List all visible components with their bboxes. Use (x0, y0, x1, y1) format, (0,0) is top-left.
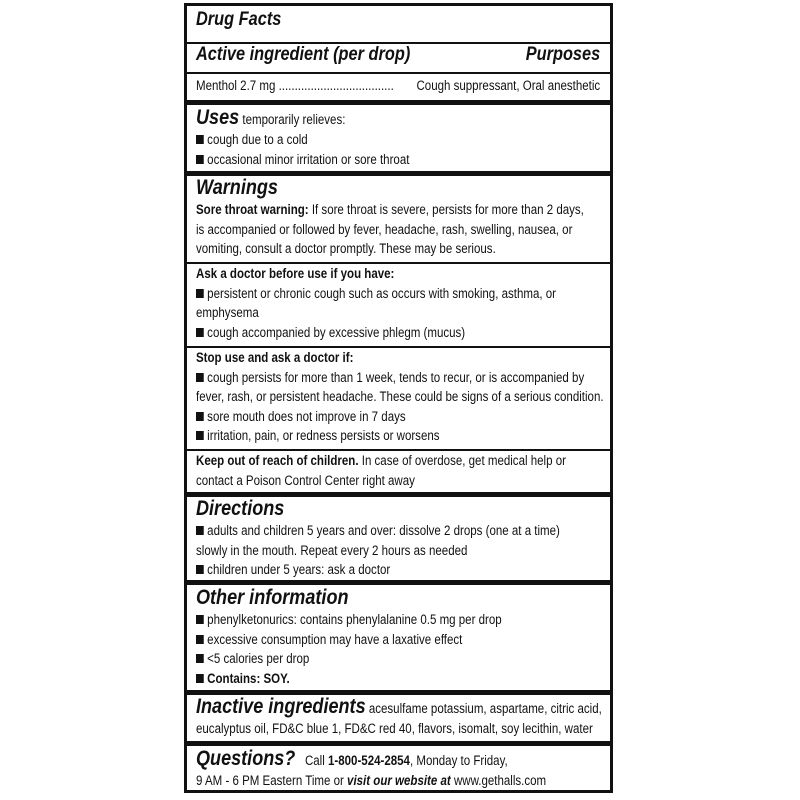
website-link[interactable]: www.gethalls.com (453, 773, 547, 788)
active-ingredient-row (196, 76, 600, 96)
drug-facts-panel (184, 3, 613, 793)
directions-heading: Directions (196, 497, 285, 520)
bullet-square-icon (196, 155, 204, 164)
list-item: sore mouth does not improve in 7 days (196, 407, 600, 427)
inactive-ingredients-section: Inactive ingredients acesulfame potassium, aspartame, citric acid, eucalyptus oil, FD&C blue 1, FD&C red 40, flavors, isomalt, soy lecithin, water (196, 695, 602, 736)
keep-out-section: Keep out of reach of children. In case of overdose, get medical help or contact a Poison Control Center right away (196, 453, 566, 488)
bullet-square-icon (196, 135, 204, 144)
keep-out-label: Keep out of reach of children. (196, 453, 359, 468)
stop-use-section: Stop use and ask a doctor if: cough persists for more than 1 week, tends to recur, or is accompanied by fever, rash, or persistent headache. These could be signs of a serious condition. sore mouth does not improve in 7 days irritation, pain, or redness persists or worsens (196, 348, 600, 446)
list-item: excessive consumption may have a laxative effect (196, 630, 600, 650)
ask-doctor-section: Ask a doctor before use if you have: persistent or chronic cough such as occurs with smoking, asthma, or emphysema cough accompanied by excessive phlegm (mucus) (196, 264, 600, 342)
uses-intro: temporarily relieves: (242, 112, 346, 127)
list-item: children under 5 years: ask a doctor (196, 560, 600, 580)
bullet-square-icon (196, 328, 204, 337)
ingredient-name: Menthol 2.7 mg (196, 78, 276, 93)
bullet-square-icon (196, 373, 204, 382)
bullet-square-icon (196, 431, 204, 440)
uses-heading: Uses (196, 106, 240, 129)
purposes-heading: Purposes (525, 44, 601, 65)
sore-throat-warning-label: Sore throat warning: (196, 202, 309, 217)
list-item: persistent or chronic cough such as occurs with smoking, asthma, or (196, 284, 600, 304)
phone-number: 1-800-524-2854 (328, 753, 410, 768)
uses-section (196, 106, 600, 169)
list-item: adults and children 5 years and over: dissolve 2 drops (one at a time) (196, 521, 600, 541)
list-item: irritation, pain, or redness persists or worsens (196, 426, 600, 446)
other-information-section (196, 586, 600, 688)
list-item: occasional minor irritation or sore throat (196, 150, 600, 170)
warnings-section: Warnings Sore throat warning: If sore throat is severe, persists for more than 2 days, is accompanied or followed by fever, headache, rash, swelling, nausea, or vomiting, consult a doctor promptly. These may be serious. (196, 176, 600, 259)
other-information-heading: Other information (196, 586, 349, 609)
active-ingredient-heading: Active ingredient (per drop) (196, 44, 411, 65)
directions-section: Directions adults and children 5 years and over: dissolve 2 drops (one at a time) slowly in the mouth. Repeat every 2 hours as needed children under 5 years: ask a doctor (196, 497, 600, 580)
bullet-square-icon (196, 565, 204, 574)
drug-facts-title: Drug Facts (196, 9, 282, 30)
bullet-square-icon (196, 674, 204, 683)
section-divider (187, 580, 610, 585)
bullet-square-icon (196, 526, 204, 535)
section-divider (187, 100, 610, 105)
list-item: cough due to a cold (196, 130, 600, 150)
list-item: cough accompanied by excessive phlegm (mucus) (196, 323, 600, 343)
warnings-heading: Warnings (196, 176, 278, 199)
bullet-square-icon (196, 654, 204, 663)
bullet-square-icon (196, 412, 204, 421)
inactive-ingredients-heading: Inactive ingredients (196, 695, 366, 718)
ask-doctor-label: Ask a doctor before use if you have: (196, 266, 395, 281)
ingredient-purpose: Cough suppressant, Oral anesthetic (416, 78, 601, 93)
stop-use-label: Stop use and ask a doctor if: (196, 350, 354, 365)
questions-heading: Questions? (196, 747, 296, 770)
bullet-square-icon (196, 289, 204, 298)
bullet-square-icon (196, 635, 204, 644)
bullet-square-icon (196, 615, 204, 624)
list-item: phenylketonurics: contains phenylalanine 0.5 mg per drop (196, 610, 600, 630)
section-divider (187, 741, 610, 746)
list-item: <5 calories per drop (196, 649, 600, 669)
questions-section: Questions? Call 1-800-524-2854, Monday to Friday, 9 AM - 6 PM Eastern Time or visit our website at www.gethalls.com (196, 747, 547, 788)
list-item: Contains: SOY. (196, 669, 600, 689)
active-ingredient-header (196, 45, 600, 65)
divider (187, 72, 610, 74)
dot-leader: .................................... (278, 78, 394, 93)
list-item: cough persists for more than 1 week, tends to recur, or is accompanied by (196, 368, 600, 388)
